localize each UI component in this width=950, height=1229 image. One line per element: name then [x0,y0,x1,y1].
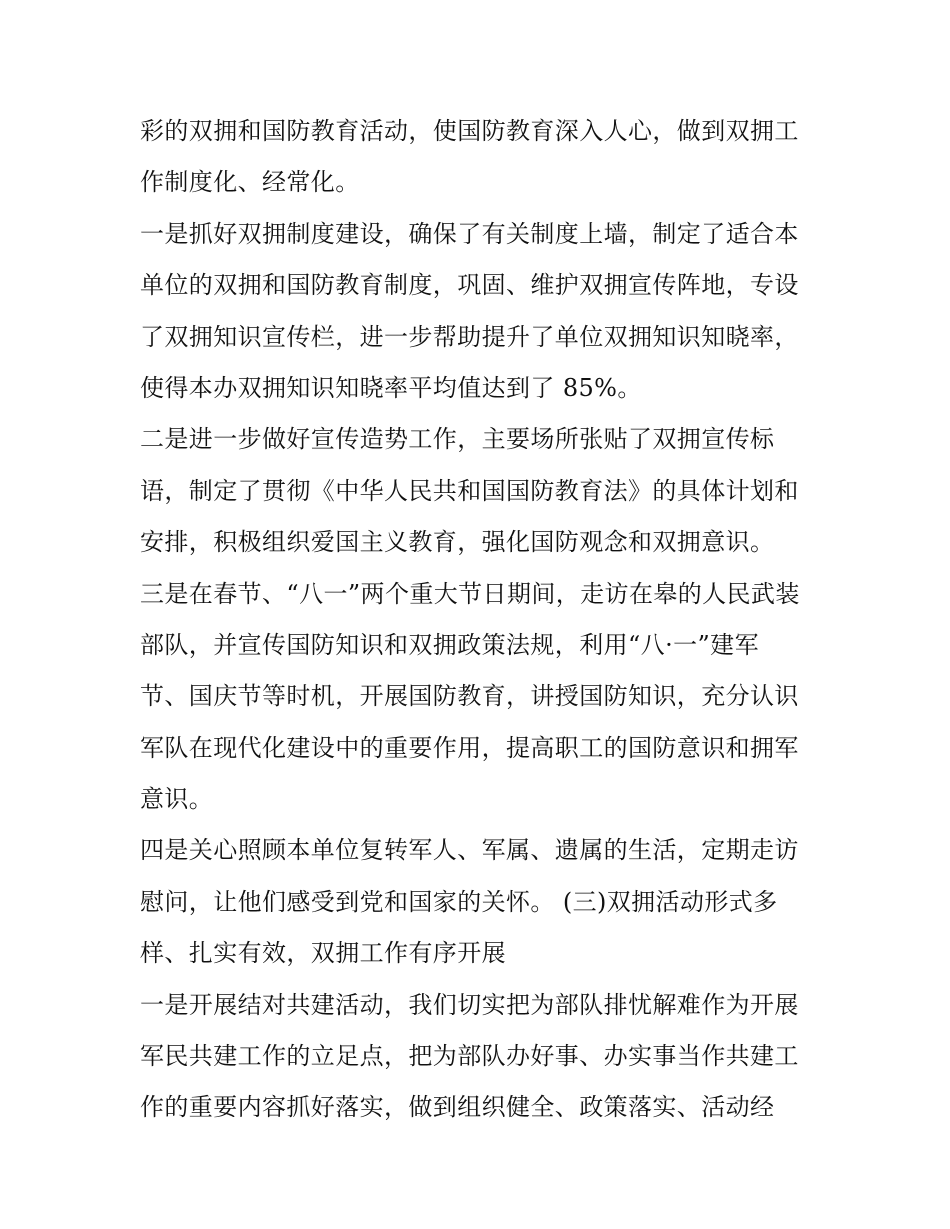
text-line: 二是进一步做好宣传造势工作，主要场所张贴了双拥宣传标 [140,425,775,454]
text-line: 军民共建工作的立足点，把为部队办好事、办实事当作共建工 [140,1042,799,1071]
text-line: 单位的双拥和国防教育制度，巩固、维护双拥宣传阵地，专设 [140,271,799,300]
text-line: 意识。 [140,785,214,814]
text-line: 一是抓好双拥制度建设，确保了有关制度上墙，制定了适合本 [140,219,799,248]
text-line: 作制度化、经常化。 [140,168,360,197]
text-line: 安排，积极组织爱国主义教育，强化国防观念和双拥意识。 [140,528,775,557]
text-line: 了双拥知识宣传栏，进一步帮助提升了单位双拥知识知晓率， [140,322,799,351]
text-line: 一是开展结对共建活动，我们切实把为部队排忧解难作为开展 [140,990,799,1019]
text-line: 四是关心照顾本单位复转军人、军属、遗属的生活，定期走访 [140,836,799,865]
text-line: 军队在现代化建设中的重要作用，提高职工的国防意识和拥军 [140,733,799,762]
text-line: 慰问，让他们感受到党和国家的关怀。 (三)双拥活动形式多 [140,887,778,916]
text-line: 节、国庆节等时机，开展国防教育，讲授国防知识，充分认识 [140,682,799,711]
text-line: 语，制定了贯彻《中华人民共和国国防教育法》的具体计划和 [140,476,799,505]
text-line: 部队，并宣传国防知识和双拥政策法规，利用“八·一”建军 [140,630,759,659]
text-line: 彩的双拥和国防教育活动，使国防教育深入人心，做到双拥工 [140,117,799,145]
document-body [140,106,820,1134]
text-line: 样、扎实有效，双拥工作有序开展 [140,939,506,968]
text-line: 使得本办双拥知识知晓率平均值达到了 85%。 [140,373,642,402]
text-line: 三是在春节、“八一”两个重大节日期间，走访在皋的人民武装 [140,579,800,608]
text-line: 作的重要内容抓好落实，做到组织健全、政策落实、活动经 [140,1093,775,1122]
